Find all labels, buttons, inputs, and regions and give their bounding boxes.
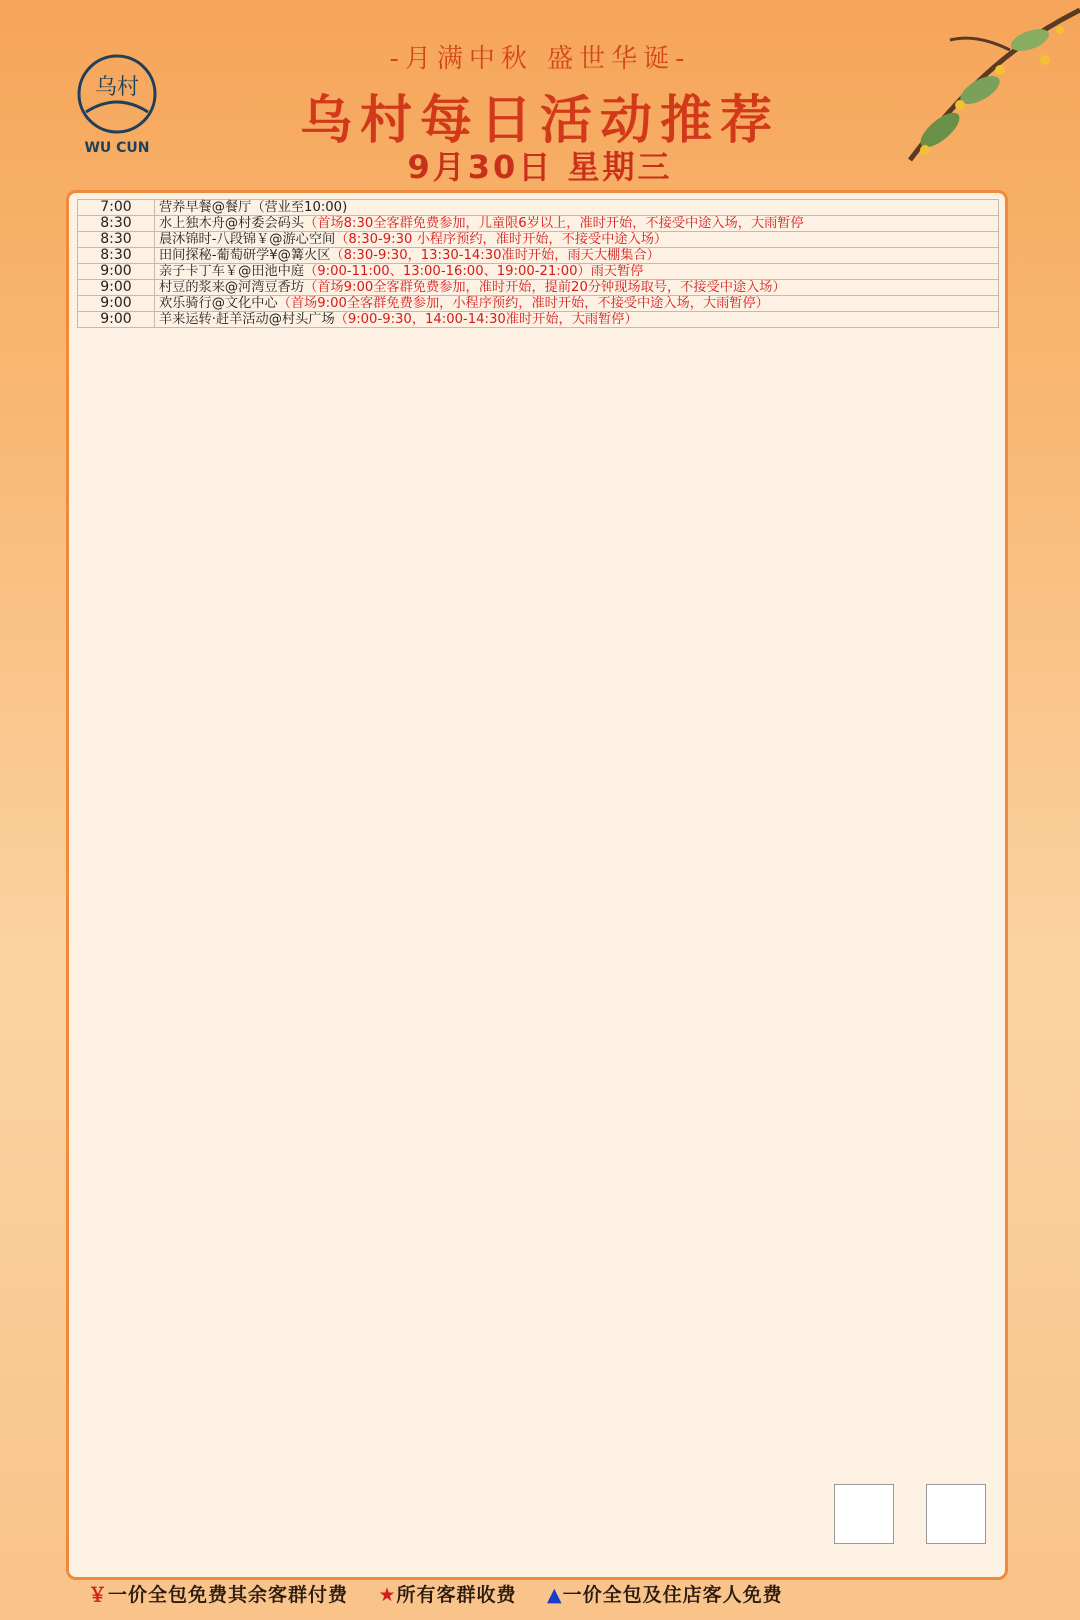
schedule-row: [78, 248, 999, 264]
activity-note: （8:30-9:30 小程序预约，准时开始，不接受中途入场）: [335, 232, 668, 247]
schedule-activity: [155, 216, 999, 232]
schedule-row: [78, 232, 999, 248]
schedule-row: [78, 296, 999, 312]
schedule-card: [66, 190, 1008, 1580]
osmanthus-branch-icon: [760, 0, 1080, 220]
schedule-activity: [155, 280, 999, 296]
qr-code-icon: [926, 1484, 986, 1544]
schedule-row: [78, 216, 999, 232]
schedule-row: [78, 264, 999, 280]
activity-name: 田间探秘-葡萄研学¥@篝火区: [159, 248, 331, 263]
schedule-activity: [155, 312, 999, 328]
date-heading: 9月30日 星期三: [407, 148, 673, 186]
activity-name: 羊来运转·赶羊活动@村头广场: [159, 312, 335, 327]
activity-note: （首场8:30全客群免费参加，儿童限6岁以上，准时开始，不接受中途入场，大雨暂停: [304, 216, 804, 231]
schedule-activity: [155, 232, 999, 248]
header: [0, 0, 1080, 195]
activity-name: 欢乐骑行@文化中心: [159, 296, 278, 311]
svg-text:WU CUN: WU CUN: [84, 140, 150, 156]
activity-name: 水上独木舟@村委会码头: [159, 216, 305, 231]
schedule-time: 7:00: [78, 200, 155, 216]
schedule-time: 8:30: [78, 232, 155, 248]
activity-name: 晨沐锦时-八段锦￥@游心空间: [159, 232, 336, 247]
schedule-time: 8:30: [78, 216, 155, 232]
activity-note: （9:00-9:30，14:00-14:30准时开始，大雨暂停）: [334, 312, 638, 327]
schedule-activity: [155, 296, 999, 312]
activity-note: （首场9:00全客群免费参加，准时开始，提前20分钟现场取号，不接受中途入场）: [304, 280, 786, 295]
schedule-row: [78, 280, 999, 296]
activity-note: （首场9:00全客群免费参加，小程序预约，准时开始，不接受中途入场，大雨暂停）: [277, 296, 769, 311]
activity-note: （8:30-9:30，13:30-14:30准时开始，雨天大棚集合）: [330, 248, 660, 263]
schedule-row: [78, 312, 999, 328]
schedule-time: 9:00: [78, 264, 155, 280]
schedule-row: [78, 200, 999, 216]
schedule-activity: [155, 264, 999, 280]
activity-name: 亲子卡丁车￥@田池中庭: [159, 264, 305, 279]
subtitle: -月满中秋 盛世华诞-: [389, 44, 691, 74]
schedule-activity: [155, 200, 999, 216]
activity-note: （9:00-11:00、13:00-16:00、19:00-21:00）雨天暂停: [304, 264, 644, 279]
activity-note: （营业至10:00): [251, 200, 348, 215]
schedule-time: 9:00: [78, 296, 155, 312]
svg-text:乌村: 乌村: [94, 75, 140, 100]
schedule-time: 9:00: [78, 312, 155, 328]
page-title: 乌村每日活动推荐: [299, 91, 780, 151]
legend: ￥一价全包免费其余客群付费 ★所有客群收费 ▲一价全包及住店客人免费: [88, 1584, 783, 1606]
schedule-time: 8:30: [78, 248, 155, 264]
schedule-table: [77, 199, 999, 328]
qr-code-icon: [834, 1484, 894, 1544]
activity-name: 村豆的浆来@河湾豆香坊: [159, 280, 305, 295]
schedule-time: 9:00: [78, 280, 155, 296]
schedule-activity: [155, 248, 999, 264]
activity-name: 营养早餐@餐厅: [159, 200, 252, 215]
